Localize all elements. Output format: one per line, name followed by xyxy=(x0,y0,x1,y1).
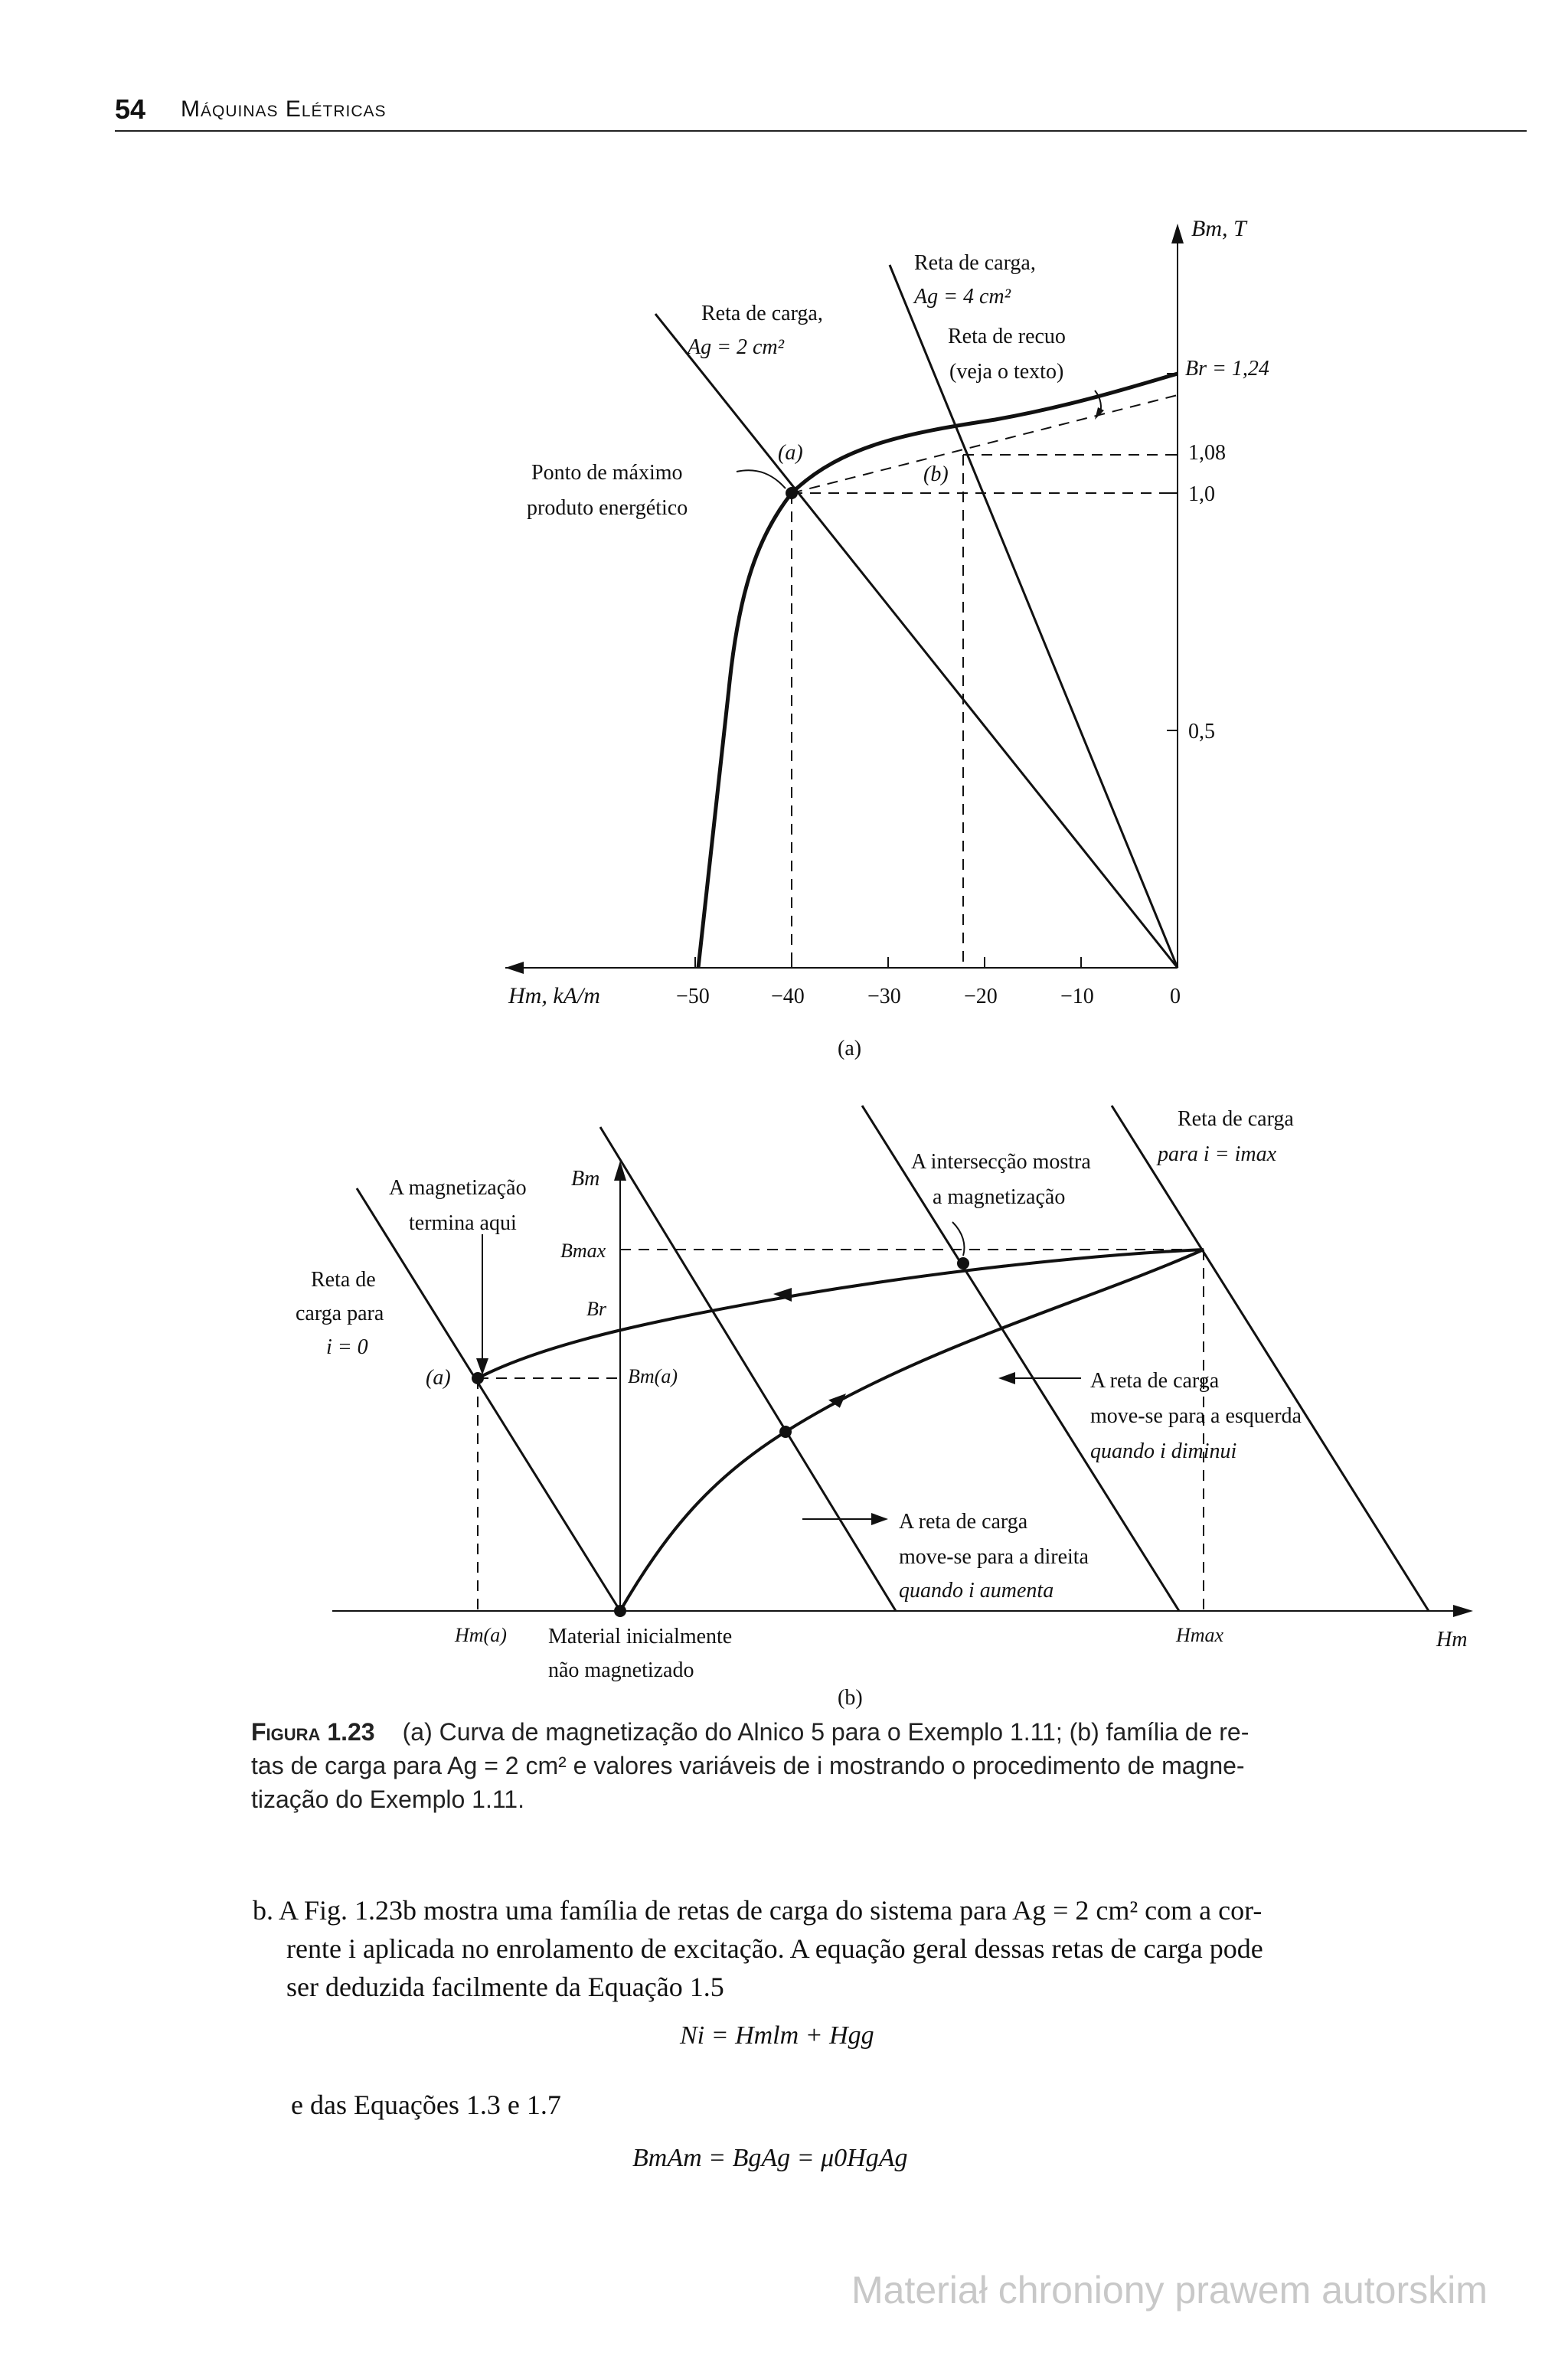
fig-a-max-energy-line1: Ponto de máximo xyxy=(531,461,683,485)
caption-line-1: (a) Curva de magnetização do Alnico 5 para o Exemplo 1.11; (b) família de re- xyxy=(402,1718,1250,1746)
fig-a-x-tick--20: −20 xyxy=(964,985,998,1008)
equation-1: Ni = Hmlm + Hgg xyxy=(680,2021,874,2050)
fig-a-x-tick--10: −10 xyxy=(1060,985,1094,1008)
fig-b-y-arrow xyxy=(614,1161,626,1181)
fig-b-left-move-line2: move-se para a esquerda xyxy=(1090,1404,1302,1428)
fig-a-load-4-line2: Ag = 4 cm² xyxy=(914,285,1011,309)
fig-a-x-arrow xyxy=(505,962,524,974)
fig-b-point-intersection xyxy=(957,1257,969,1269)
fig-b-hm-label: Hm xyxy=(1436,1628,1468,1652)
caption-line-2: tas de carga para Ag = 2 cm² e valores variáveis de i mostrando o procedimento de magne- xyxy=(251,1752,1245,1779)
fig-b-y-axis-label: Bm xyxy=(571,1167,600,1191)
fig-a-y-tick-05: 0,5 xyxy=(1188,720,1215,743)
fig-b-point-origin xyxy=(614,1605,626,1617)
fig-b-bma-label: Bm(a) xyxy=(628,1365,678,1387)
page-number: 54 xyxy=(115,93,146,125)
fig-a-max-energy-line2: produto energético xyxy=(527,496,688,520)
fig-b-left-move-line1: A reta de carga xyxy=(1090,1369,1220,1393)
fig-b-load-zero-line1: Reta de xyxy=(311,1268,376,1292)
fig-a-x-axis-label: Hm, kA/m xyxy=(508,983,600,1008)
fig-a-x-tick--50: −50 xyxy=(676,985,710,1008)
fig-b-load-zero-line3: i = 0 xyxy=(326,1335,368,1359)
fig-b-intersection-line1: A intersecção mostra xyxy=(911,1150,1091,1174)
fig-b-right-move-line3: quando i aumenta xyxy=(899,1579,1054,1603)
fig-b-point-mid xyxy=(779,1426,792,1438)
fig-a-recoil-line xyxy=(792,395,1178,493)
fig-a-load-2-line2: Ag = 2 cm² xyxy=(688,335,785,359)
and-equations-text: e das Equações 1.3 e 1.7 xyxy=(291,2089,561,2120)
caption-label: Figura 1.23 xyxy=(251,1718,375,1746)
fig-a-load-4-line1: Reta de carga, xyxy=(914,251,1036,275)
fig-b-load-line-imax xyxy=(1112,1106,1429,1611)
fig-a-y-tick-marks xyxy=(1167,374,1178,730)
fig-a-y-tick-10: 1,0 xyxy=(1188,482,1215,506)
fig-b-x-arrow xyxy=(1453,1605,1473,1617)
fig-b-right-move-line2: move-se para a direita xyxy=(899,1545,1089,1569)
fig-b-intersection-line2: a magnetização xyxy=(933,1185,1066,1209)
fig-a-x-tick-marks xyxy=(695,957,1081,968)
fig-a-y-arrow xyxy=(1171,224,1184,243)
copyright-watermark: Materiał chroniony prawem autorskim xyxy=(851,2269,1488,2312)
fig-a-recoil-line2: (veja o texto) xyxy=(949,360,1064,384)
fig-b-hma-label: Hm(a) xyxy=(455,1624,507,1646)
fig-a-x-tick--40: −40 xyxy=(771,985,805,1008)
fig-a-sublabel: (a) xyxy=(838,1037,862,1060)
figure-caption xyxy=(251,1715,1507,1816)
fig-b-right-move-line1: A reta de carga xyxy=(899,1510,1028,1534)
fig-a-x-tick-0: 0 xyxy=(1170,985,1181,1008)
fig-a-max-energy-leader xyxy=(737,470,786,488)
fig-b-load-max-line2: para i = imax xyxy=(1158,1142,1276,1166)
running-head: Máquinas Elétricas xyxy=(181,96,387,122)
fig-b-point-a-label: (a) xyxy=(426,1366,451,1390)
body-paragraph xyxy=(253,1891,1516,2006)
fig-a-dashed-guides xyxy=(792,455,1178,968)
fig-b-load-max-line1: Reta de carga xyxy=(1178,1107,1294,1131)
fig-b-a-mag-line1: A magnetização xyxy=(389,1176,527,1200)
fig-b-sublabel: (b) xyxy=(838,1686,863,1710)
fig-b-hmax-label: Hmax xyxy=(1176,1624,1224,1646)
paragraph-line-3: ser deduzida facilmente da Equação 1.5 xyxy=(286,1972,724,2002)
fig-b-initial-line1: Material inicialmente xyxy=(548,1625,733,1648)
fig-b-load-line-3 xyxy=(862,1106,1179,1611)
fig-b-left-move-line3: quando i diminui xyxy=(1090,1439,1237,1463)
paragraph-line-1: b. A Fig. 1.23b mostra uma família de retas de carga do sistema para Ag = 2 cm² com a cor- xyxy=(253,1895,1263,1926)
fig-b-a-mag-line2: termina aqui xyxy=(409,1211,517,1235)
fig-a-y-tick-108: 1,08 xyxy=(1188,441,1226,465)
fig-a-point-b-label: (b) xyxy=(923,462,949,486)
figure-a xyxy=(505,224,1184,974)
fig-b-load-zero-line2: carga para xyxy=(296,1302,384,1325)
fig-a-point-a-label: (a) xyxy=(778,441,803,465)
fig-a-y-axis-label: Bm, T xyxy=(1191,216,1246,241)
fig-b-bmax-label: Bmax xyxy=(560,1240,606,1262)
fig-b-br-label: Br xyxy=(586,1298,606,1320)
fig-b-initial-line2: não magnetizado xyxy=(548,1658,694,1682)
fig-a-point-max-energy xyxy=(786,487,798,499)
fig-a-load-2-line1: Reta de carga, xyxy=(701,302,823,325)
caption-line-3: tização do Exemplo 1.11. xyxy=(251,1786,524,1813)
equation-2: BmAm = BgAg = μ0HgAg xyxy=(632,2144,908,2172)
fig-a-x-tick--30: −30 xyxy=(867,985,901,1008)
fig-a-recoil-line1: Reta de recuo xyxy=(948,325,1066,348)
paragraph-line-2: rente i aplicada no enrolamento de excitação. A equação geral dessas retas de carga pode xyxy=(286,1933,1263,1964)
fig-a-br-label: Br = 1,24 xyxy=(1185,357,1269,381)
